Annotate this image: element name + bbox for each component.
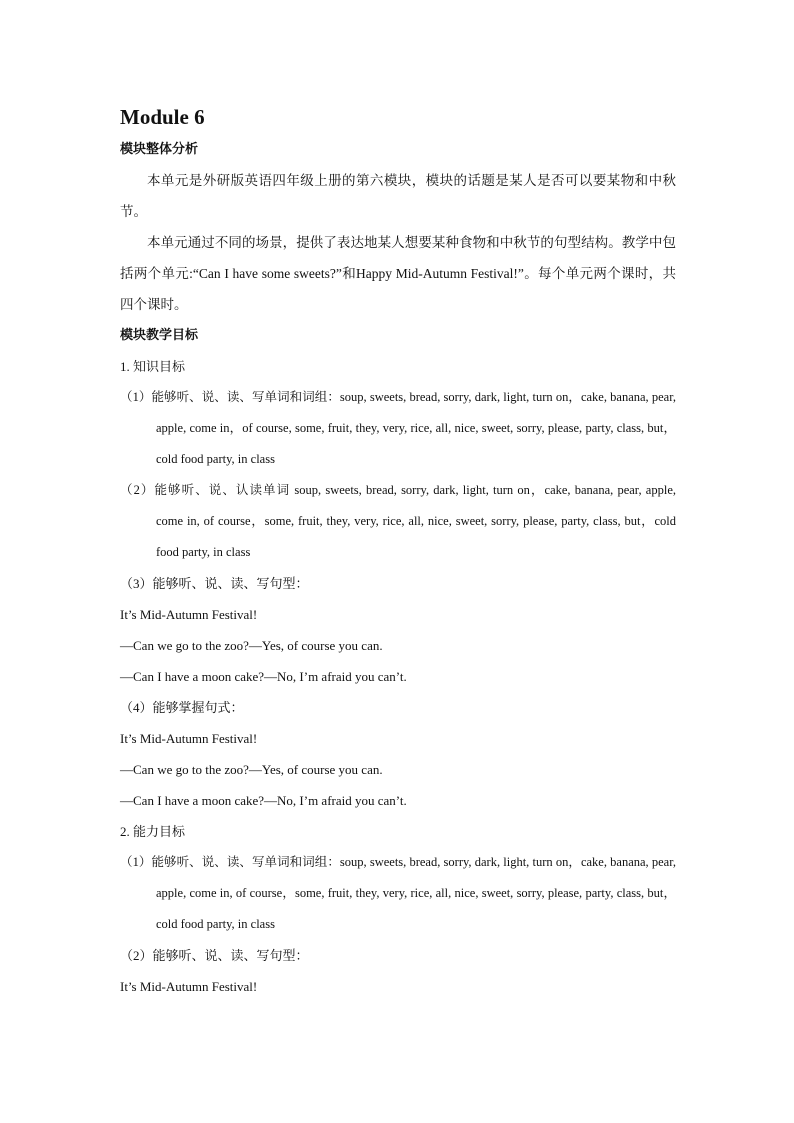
module-title: Module 6 (120, 105, 205, 129)
goal-knowledge-item-2: （2）能够听、说、认读单词 soup, sweets, bread, sorry, dark, light, turn on，cake, banana, pear, apple, come in, of course，some, fruit, they, very, rice, all, nice, sweet, sorry, please, party, class, but，cold food party, in class (120, 483, 676, 559)
goal-knowledge-item-1: （1）能够听、说、读、写单词和词组：soup, sweets, bread, sorry, dark, light, turn on，cake, banana, pear, apple, come in，of course, some, fruit, they, very, rice, all, nice, sweet, sorry, please, party, class, but，cold food party, in class (120, 390, 676, 466)
goal-knowledge-item-3: （3）能够听、说、读、写句型： (120, 576, 309, 591)
paragraph-structure: 本单元通过不同的场景，提供了表达地某人想要某种食物和中秋节的句型结构。教学中包括两个单元:“Can I have some sweets?”和Happy Mid-Autumn Festival!”。每个单元两个课时，共四个课时。 (120, 235, 676, 312)
goal-ability-item-1: （1）能够听、说、读、写单词和词组：soup, sweets, bread, sorry, dark, light, turn on，cake, banana, pear, apple, come in, of course，some, fruit, they, very, rice, all, nice, sweet, sorry, please, party, class, but，cold food party, in class (120, 855, 676, 931)
goal-knowledge-label: 1. 知识目标 (120, 359, 186, 374)
sentence-line: —Can we go to the zoo?—Yes, of course you can. (120, 638, 383, 653)
sentence-line: It’s Mid-Autumn Festival! (120, 607, 258, 622)
document-page (120, 100, 676, 1002)
sentence-line: —Can I have a moon cake?—No, I’m afraid you can’t. (120, 669, 407, 684)
goal-knowledge-item-4: （4）能够掌握句式： (120, 700, 244, 715)
goal-ability-item-2: （2）能够听、说、读、写句型： (120, 948, 309, 963)
sentence-line: It’s Mid-Autumn Festival! (120, 979, 258, 994)
sentence-line: It’s Mid-Autumn Festival! (120, 731, 258, 746)
goal-ability-label: 2. 能力目标 (120, 824, 186, 839)
paragraph-intro: 本单元是外研版英语四年级上册的第六模块，模块的话题是某人是否可以要某物和中秋节。 (120, 173, 676, 219)
section-heading-goals: 模块教学目标 (120, 328, 199, 343)
sentence-line: —Can I have a moon cake?—No, I’m afraid you can’t. (120, 793, 407, 808)
sentence-line: —Can we go to the zoo?—Yes, of course you can. (120, 762, 383, 777)
section-heading-analysis: 模块整体分析 (120, 142, 199, 157)
